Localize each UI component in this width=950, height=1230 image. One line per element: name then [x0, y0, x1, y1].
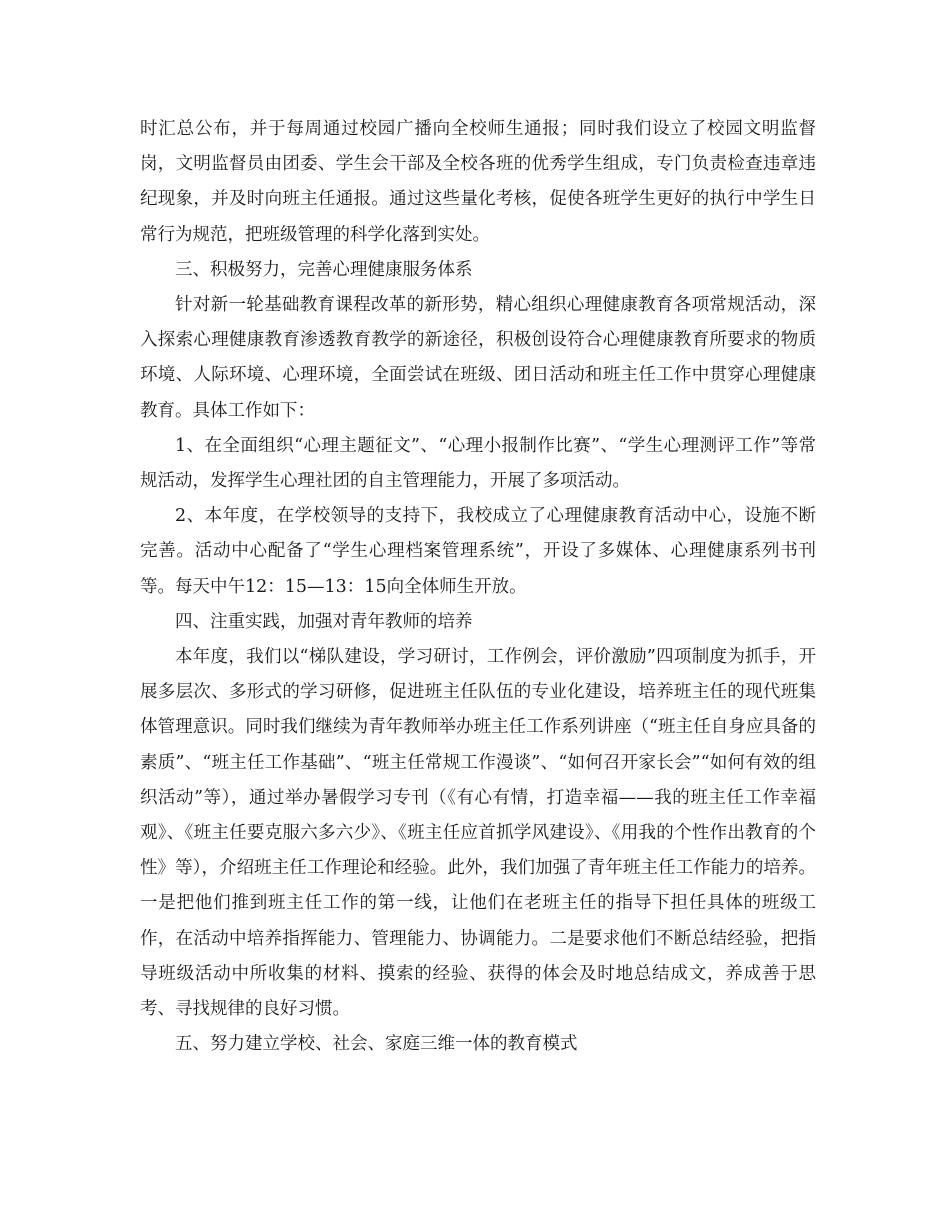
section-heading-5: 五、努力建立学校、社会、家庭三维一体的教育模式 [175, 1034, 578, 1055]
paragraph-body: 本年度，我们以“梯队建设，学习研讨，工作例会，评价激励”四项制度为抓手，开展多层次、多形式的学习研修，促进班主任队伍的专业化建设，培养班主任的现代班集体管理意识。同时我们继续为青年教师举办班主任工作系列讲座（“班主任自身应具备的素质”、“班主任工作基础”、“班主任常规工作漫谈”、“如何召开家长会”“如何有效的组织活动”等），通过举办暑假学习专刊（《有心有情，打造幸福——我的班主任工作幸福观》、《班主任要克服六多六少》、《班主任应首抓学风建设》、《用我的个性作出教育的个性》等），介绍班主任工作理论和经验。此外，我们加强了青年班主任工作能力的培养。一是把他们推到班主任工作的第一线，让他们在老班主任的指导下担任具体的班级工作，在活动中培养指挥能力、管理能力、协调能力。二是要求他们不断总结经验，把指导班级活动中所收集的材料、摸索的经验、获得的体会及时地总结成文，养成善于思考、寻找规律的良好习惯。 [140, 647, 816, 1020]
section-heading-3: 三、积极努力，完善心理健康服务体系 [175, 259, 473, 280]
section-heading-4: 四、注重实践，加强对青年教师的培养 [175, 611, 473, 632]
paragraph-continuation: 时汇总公布，并于每周通过校园广播向全校师生通报；同时我们设立了校园文明监督岗，文明监督员由团委、学生会干部及全校各班的优秀学生组成，专门负责检查违章违纪现象，并及时向班主任通报。通过这些量化考核，促使各班学生更好的执行中学生日常行为规范，把班级管理的科学化落到实处。 [140, 119, 816, 245]
paragraph-body: 针对新一轮基础教育课程改革的新形势，精心组织心理健康教育各项常规活动，深入探索心理健康教育渗透教育教学的新途径，积极创设符合心理健康教育所要求的物质环境、人际环境、心理环境，全面尝试在班级、团日活动和班主任工作中贯穿心理健康教育。具体工作如下： [140, 295, 816, 421]
document-body [140, 112, 816, 1062]
paragraph-item-2: 2、本年度，在学校领导的支持下，我校成立了心理健康教育活动中心，设施不断完善。活动中心配备了“学生心理档案管理系统”，开设了多媒体、心理健康系列书刊等。每天中午12：15—13：15向全体师生开放。 [140, 506, 816, 597]
paragraph-item-1: 1、在全面组织“心理主题征文”、“心理小报制作比赛”、“学生心理测评工作”等常规活动，发挥学生心理社团的自主管理能力，开展了多项活动。 [140, 435, 816, 492]
